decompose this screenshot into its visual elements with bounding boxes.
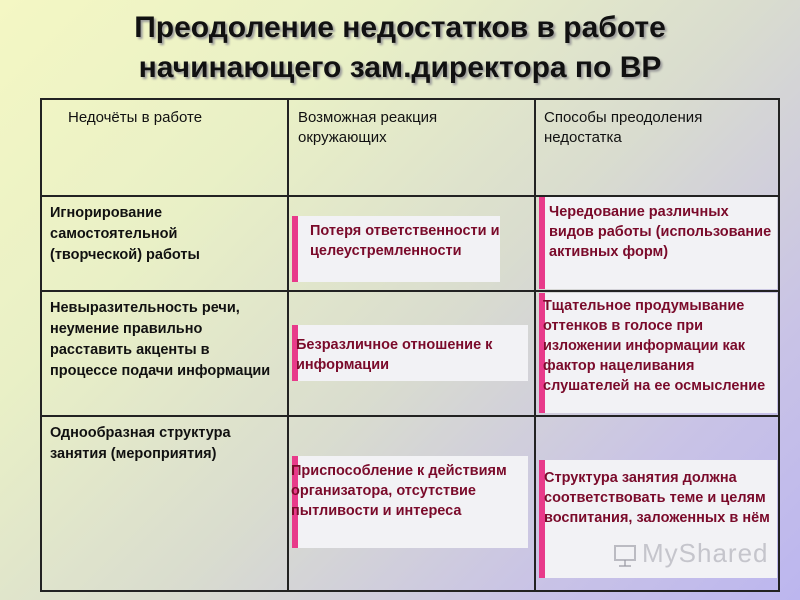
header-solutions: Способы преодоления недостатка: [544, 109, 703, 146]
row-3-reaction: Приспособление к действиям организатора, отсутствие пытливости и интереса: [291, 463, 507, 519]
row-2-problem: Невыразительность речи, неумение правильно расставить акценты в процессе подачи информации: [50, 300, 271, 379]
row-3-problem: Однообразная структура занятия (мероприятия): [50, 425, 231, 462]
row-1-problem: Игнорирование самостоятельной (творческой) работы: [50, 205, 200, 263]
title-line-2: начинающего зам.директора по ВР: [138, 51, 662, 84]
row-divider-1: [42, 290, 778, 292]
watermark: MyShared: [642, 538, 769, 568]
row-divider-2: [42, 415, 778, 417]
title-line-1: Преодоление недостатков в работе: [134, 11, 666, 44]
header-problems: Недочёты в работе: [68, 109, 203, 126]
row-2-solution: Тщательное продумывание оттенков в голосе при изложении информации как фактор нацеливания слушателей на ее осмысление: [543, 298, 766, 394]
slide-title: [0, 8, 800, 88]
row-1-solution: Чередование различных видов работы (использование активных форм): [549, 204, 772, 260]
row-3-solution: Структура занятия должна соответствовать теме и целям воспитания, заложенных в нём: [544, 470, 770, 526]
column-divider-2: [534, 100, 536, 590]
column-divider-1: [287, 100, 289, 590]
presentation-icon: [612, 542, 638, 568]
comparison-table: [40, 98, 780, 592]
header-reaction: Возможная реакция окружающих: [298, 109, 438, 146]
row-2-reaction: Безразличное отношение к информации: [296, 337, 493, 373]
row-1-reaction: Потеря ответственности и целеустремленности: [310, 223, 500, 259]
